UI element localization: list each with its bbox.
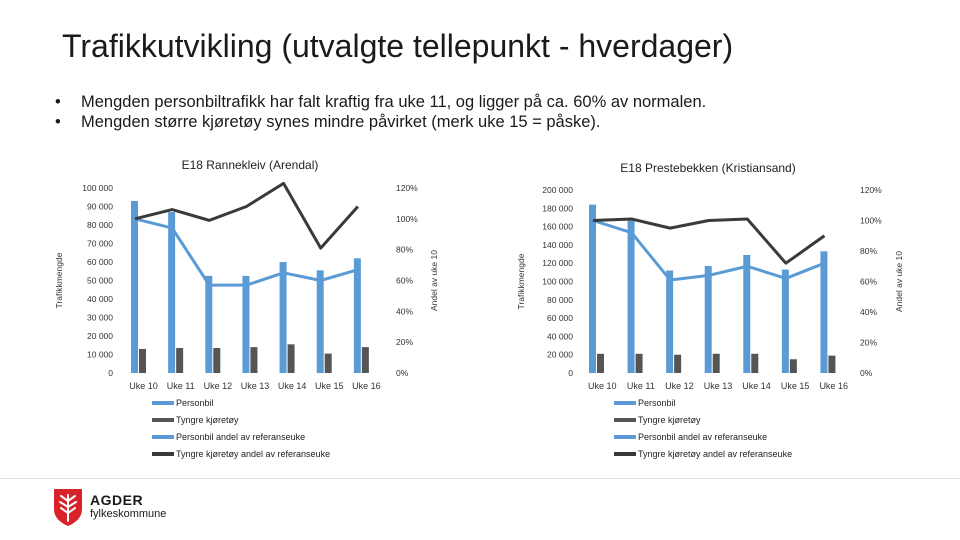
y2-tick-label: 120% <box>860 185 882 195</box>
y-tick-label: 80 000 <box>87 220 113 230</box>
legend-label: Tyngre kjøretøy <box>638 415 701 425</box>
agder-coat-of-arms-icon <box>52 487 84 527</box>
y-tick-label: 180 000 <box>542 203 573 214</box>
legend-swatch <box>614 452 636 456</box>
legend-item <box>614 432 767 442</box>
legend-label: Tyngre kjøretøy andel av referanseuke <box>176 449 331 459</box>
x-tick-label: Uke 16 <box>819 381 848 391</box>
y-tick-label: 200 000 <box>542 185 573 195</box>
y-tick-label: 100 000 <box>542 276 573 287</box>
x-tick-label: Uke 13 <box>240 381 270 391</box>
chart-title: E18 Prestebekken (Kristiansand) <box>620 161 796 175</box>
y2-tick-label: 60% <box>860 276 878 287</box>
bar-personbil <box>354 258 361 373</box>
x-tick-label: Uke 12 <box>203 381 233 391</box>
bar-personbil <box>628 219 635 373</box>
bar-personbil <box>280 262 287 373</box>
x-tick-label: Uke 16 <box>352 381 381 391</box>
bar-personbil <box>589 205 596 373</box>
bar-tyngre <box>176 348 183 373</box>
y2-tick-label: 100% <box>860 215 882 226</box>
legend-item <box>614 398 676 408</box>
y2-tick-label: 120% <box>396 183 418 193</box>
y2-tick-label: 20% <box>860 337 878 348</box>
legend-label: Personbil andel av referanseuke <box>176 432 306 442</box>
bar-tyngre <box>636 354 643 373</box>
x-tick-label: Uke 14 <box>277 381 307 391</box>
legend-label: Tyngre kjøretøy andel av referanseuke <box>638 449 793 459</box>
bar-tyngre <box>713 354 720 373</box>
bullet-item: • Mengden personbiltrafikk har falt kraftig fra uke 11, og ligger på ca. 60% av normalen. <box>55 93 707 111</box>
legend-item <box>614 449 792 459</box>
bar-personbil <box>743 255 750 373</box>
legend-label: Tyngre kjøretøy <box>176 415 239 425</box>
x-tick-label: Uke 11 <box>166 381 195 391</box>
legend-item <box>152 398 214 408</box>
bar-tyngre <box>213 348 220 373</box>
x-tick-label: Uke 15 <box>780 381 810 391</box>
y-tick-label: 140 000 <box>542 239 573 250</box>
y-axis-label: Trafikkmengde <box>54 252 64 309</box>
bar-personbil <box>782 270 789 373</box>
bar-tyngre <box>325 354 332 373</box>
bar-tyngre <box>288 344 295 373</box>
y2-tick-label: 100% <box>396 213 418 224</box>
bar-tyngre <box>597 354 604 373</box>
y-tick-label: 40 000 <box>547 331 573 342</box>
legend-swatch <box>152 401 174 405</box>
y-tick-label: 40 000 <box>87 294 113 304</box>
bar-tyngre <box>362 347 369 373</box>
legend-item <box>152 432 305 442</box>
y-tick-label: 0 <box>108 368 113 378</box>
y-tick-label: 160 000 <box>542 221 573 232</box>
y-tick-label: 10 000 <box>87 349 113 360</box>
y2-tick-label: 60% <box>396 275 414 286</box>
y-tick-label: 90 000 <box>87 201 113 212</box>
bar-personbil <box>666 271 673 373</box>
legend-item <box>152 449 330 459</box>
y-tick-label: 100 000 <box>82 183 113 193</box>
y2-tick-label: 0% <box>396 368 409 378</box>
legend-item <box>614 415 701 425</box>
y-tick-label: 20 000 <box>547 349 573 360</box>
bar-personbil <box>205 276 212 373</box>
bar-tyngre <box>139 349 146 373</box>
bullet-item: • Mengden større kjøretøy synes mindre påvirket (merk uke 15 = påske). <box>55 113 601 131</box>
y-tick-label: 60 000 <box>547 313 573 324</box>
legend-item <box>152 415 239 425</box>
page-title: Trafikkutvikling (utvalgte tellepunkt - hverdager) <box>62 28 734 64</box>
legend-swatch <box>152 418 174 422</box>
legend-label: Personbil <box>638 398 676 408</box>
y-tick-label: 120 000 <box>542 258 573 269</box>
logo-name: AGDER <box>90 492 144 508</box>
logo-subtitle: fylkeskommune <box>90 508 167 520</box>
y-tick-label: 60 000 <box>87 257 113 267</box>
legend-swatch <box>152 452 174 456</box>
y-tick-label: 70 000 <box>87 238 113 249</box>
chart-title: E18 Rannekleiv (Arendal) <box>181 158 319 172</box>
bar-personbil <box>131 201 138 373</box>
bar-personbil <box>820 251 827 373</box>
legend-swatch <box>614 435 636 439</box>
y-tick-label: 50 000 <box>87 275 113 286</box>
x-tick-label: Uke 13 <box>703 381 733 391</box>
bar-tyngre <box>828 356 835 373</box>
x-tick-label: Uke 14 <box>742 381 771 391</box>
y2-axis-label: Andel av uke 10 <box>894 251 904 312</box>
y2-tick-label: 20% <box>396 337 414 348</box>
y-axis-label: Trafikkmengde <box>516 253 526 310</box>
footer-divider <box>0 478 960 479</box>
y2-tick-label: 80% <box>860 246 878 256</box>
bullet-text: Mengden større kjøretøy synes mindre påvirket (merk uke 15 = påske). <box>81 113 601 131</box>
bar-tyngre <box>250 347 257 373</box>
legend-label: Personbil <box>176 398 214 408</box>
x-tick-label: Uke 15 <box>315 381 344 391</box>
bullet-text: Mengden personbiltrafikk har falt kraftig fra uke 11, og ligger på ca. 60% av normalen. <box>81 93 707 111</box>
bar-personbil <box>168 212 175 373</box>
y-tick-label: 80 000 <box>547 294 573 305</box>
legend-swatch <box>614 418 636 422</box>
legend-swatch <box>614 401 636 405</box>
bar-tyngre <box>674 355 681 373</box>
y-tick-label: 30 000 <box>87 312 113 323</box>
y2-axis-label: Andel av uke 10 <box>429 250 439 311</box>
y2-tick-label: 40% <box>860 307 878 317</box>
y2-tick-label: 40% <box>396 306 414 317</box>
bar-tyngre <box>751 354 758 373</box>
y2-tick-label: 80% <box>396 244 414 255</box>
bar-tyngre <box>790 359 797 373</box>
legend-label: Personbil andel av referanseuke <box>638 432 768 442</box>
bar-personbil <box>242 276 249 373</box>
x-tick-label: Uke 10 <box>588 381 617 391</box>
y2-tick-label: 0% <box>860 368 873 378</box>
x-tick-label: Uke 10 <box>129 381 158 391</box>
legend-swatch <box>152 435 174 439</box>
bar-personbil <box>317 270 324 373</box>
y-tick-label: 0 <box>568 368 573 378</box>
agder-logo <box>52 487 166 527</box>
x-tick-label: Uke 11 <box>626 381 655 391</box>
y-tick-label: 20 000 <box>87 331 113 341</box>
x-tick-label: Uke 12 <box>665 381 694 391</box>
bar-personbil <box>705 266 712 373</box>
